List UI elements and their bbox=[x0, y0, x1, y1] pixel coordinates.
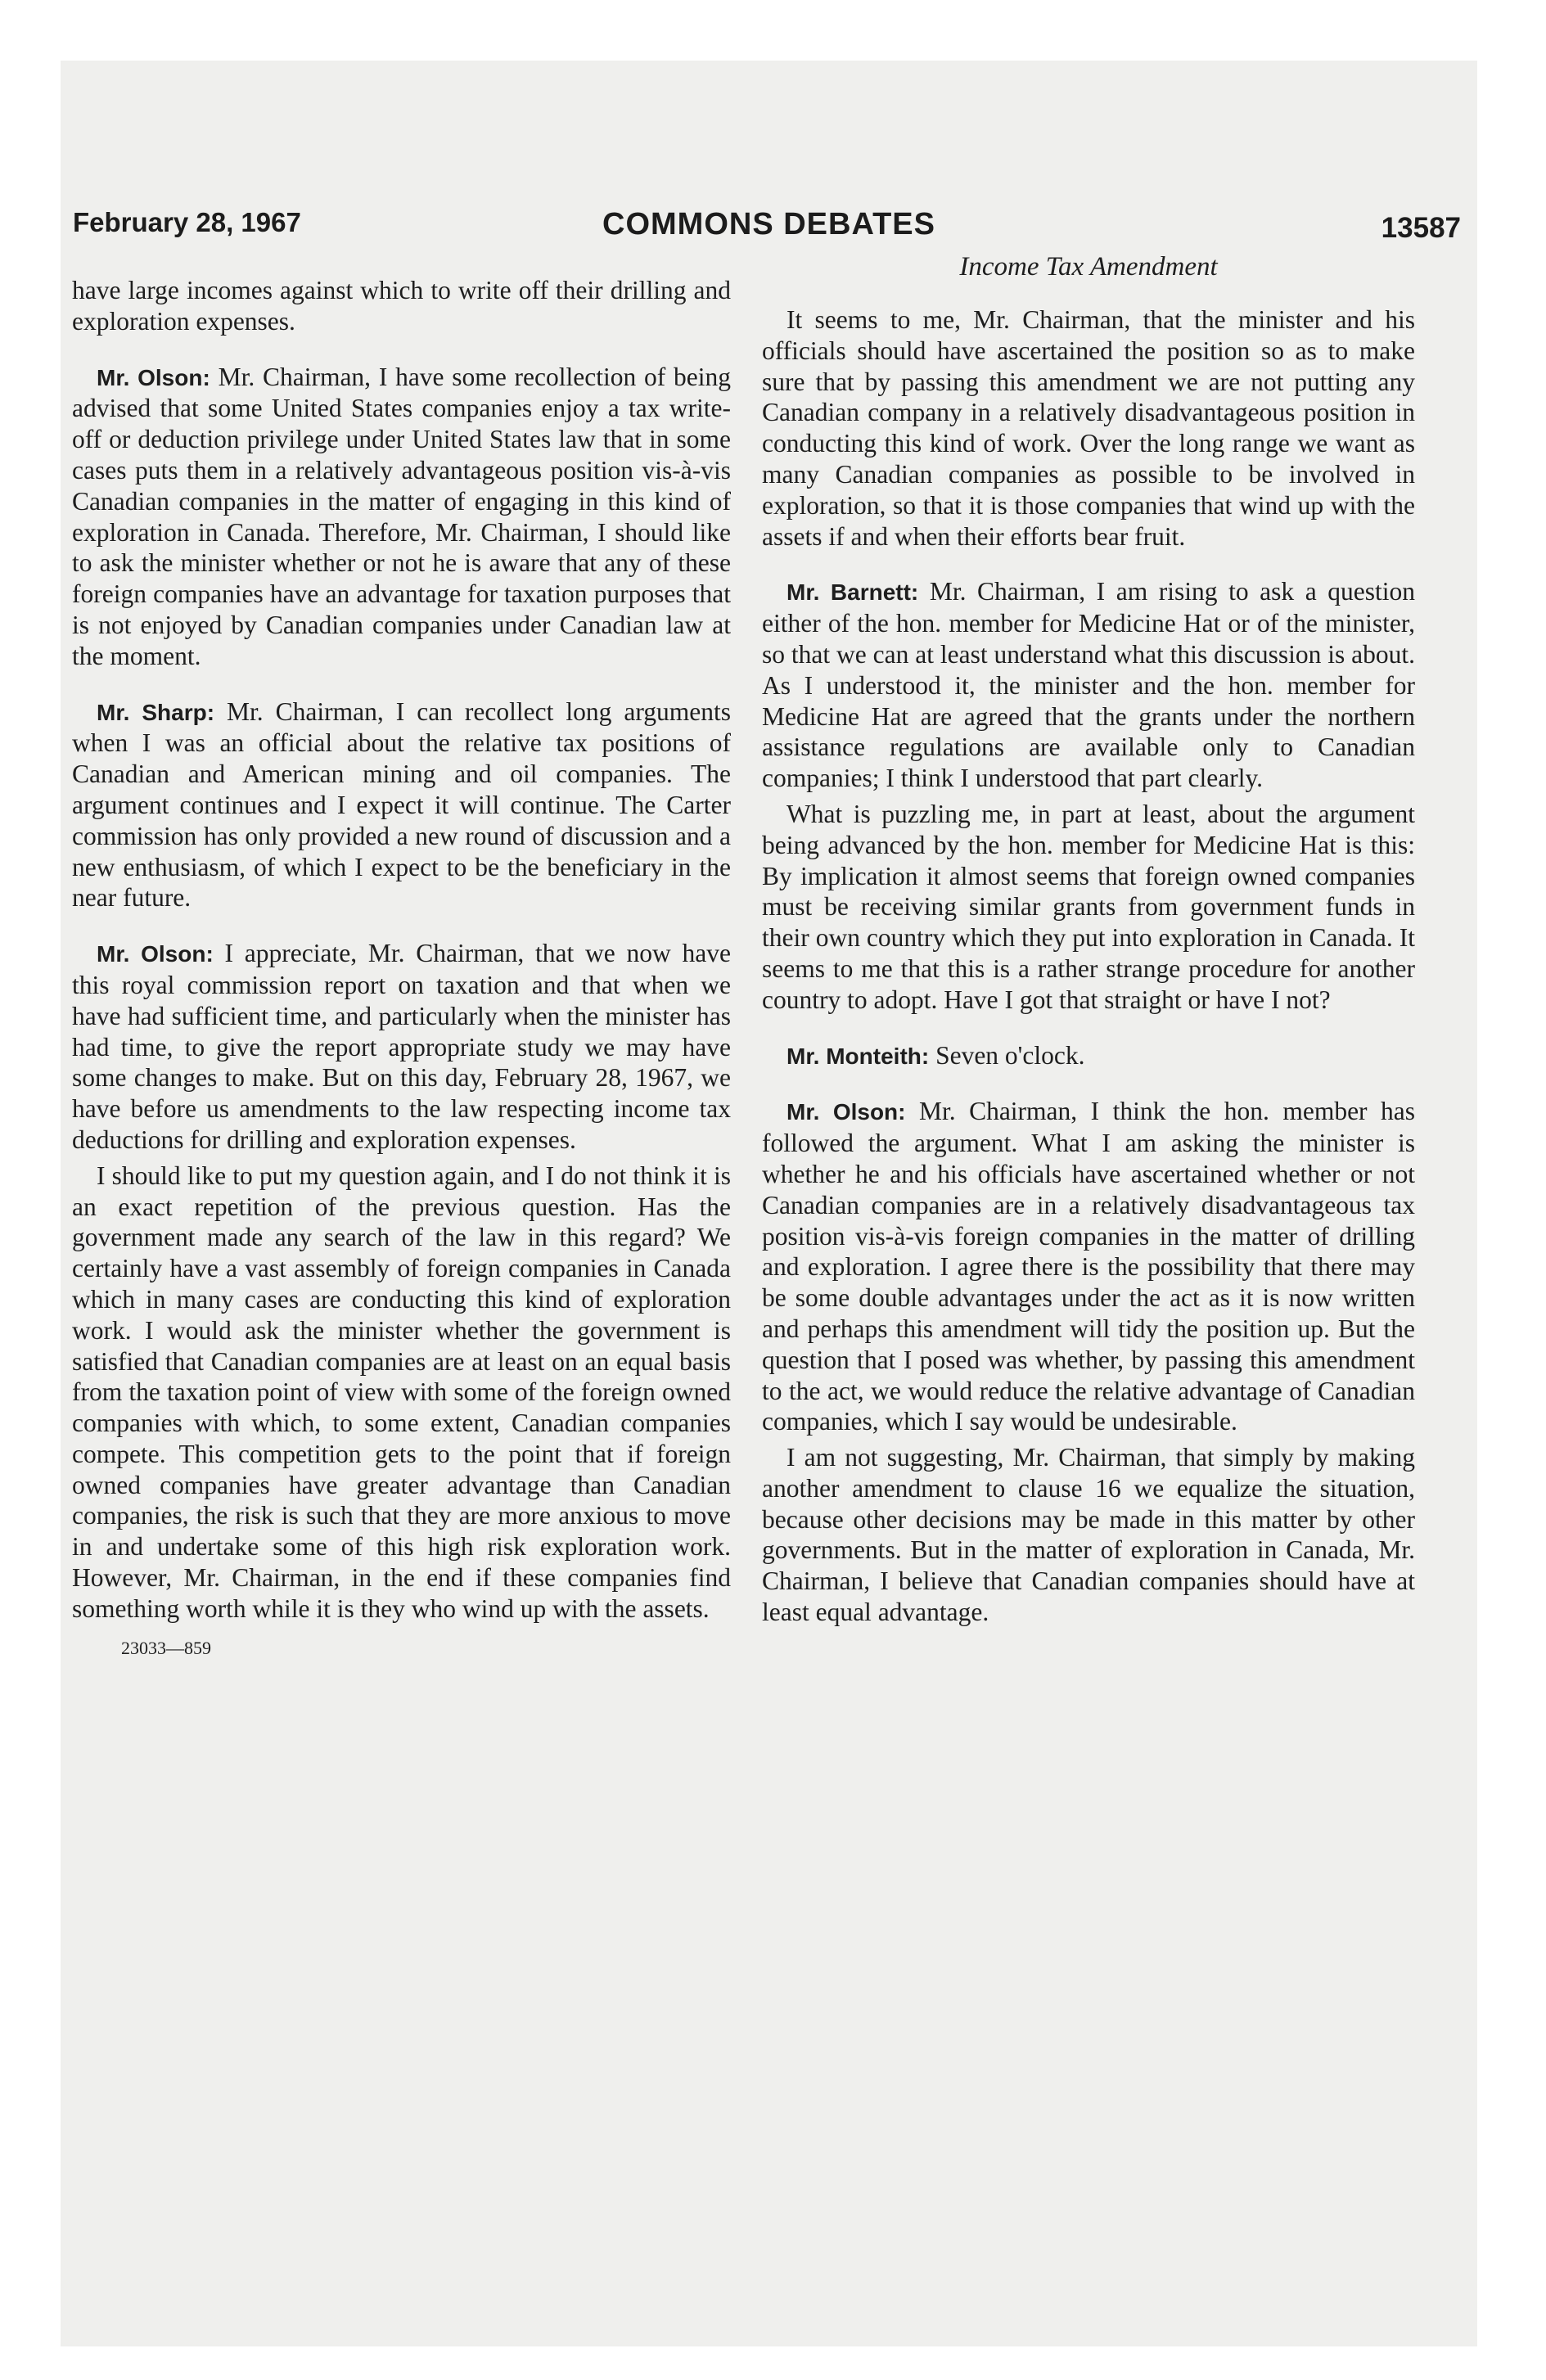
speaker-name: Mr. Barnett: bbox=[787, 579, 919, 606]
speech-paragraph bbox=[72, 938, 731, 1156]
paragraph: I should like to put my question again, and I do not think it is an exact repetition of the previous question. Has the government made any search of the law in this regard? We certainly have a vast assembly of foreign companies in Canada which in many cases are conducting this kind of exploration work. I would ask the minister whether the government is satisfied that Canadian companies are at least on an equal basis from the taxation point of view with some of the foreign owned companies with which, to some extent, Canadian companies compete. This competition gets to the point that if foreign owned companies have greater advantage than Canadian companies, the risk is such that they are more anxious to move in and undertake some of this high risk exploration work. However, Mr. Chairman, in the end if these companies find something worth while it is they who wind up with the assets. bbox=[72, 1161, 731, 1623]
page-header bbox=[61, 207, 1477, 256]
speech-paragraph bbox=[762, 576, 1415, 794]
right-column bbox=[762, 304, 1415, 1628]
speech-text: Seven o'clock. bbox=[935, 1040, 1085, 1070]
page-number: 13587 bbox=[1381, 212, 1461, 244]
header-title: COMMONS DEBATES bbox=[602, 207, 935, 241]
header-date: February 28, 1967 bbox=[73, 207, 301, 237]
paragraph: have large incomes against which to write off their drilling and exploration expenses. bbox=[72, 276, 731, 336]
print-code: 23033—859 bbox=[121, 1637, 211, 1658]
paragraph: I am not suggesting, Mr. Chairman, that simply by making another amendment to clause 16 we equalize the situation, because other decisions may be made in this matter by other governments. But in the matter of exploration in Canada, Mr. Chairman, I believe that Canadian companies should have at least equal advantage. bbox=[762, 1443, 1415, 1627]
speech-paragraph bbox=[72, 696, 731, 914]
speech-paragraph bbox=[72, 362, 731, 672]
speech-text: Mr. Chairman, I am rising to ask a question either of the hon. member for Medicine Hat or of the minister, so that we can at least understand what this discussion is about. As I understood it, the minister and the hon. member for Medicine Hat are agreed that the grants under the northern assistance regulations are available only to Canadian companies; I think I understood that part clearly. bbox=[762, 577, 1415, 793]
speaker-name: Mr. Monteith: bbox=[787, 1043, 930, 1069]
speaker-name: Mr. Olson: bbox=[97, 364, 210, 390]
speaker-name: Mr. Olson: bbox=[97, 941, 214, 967]
section-title: Income Tax Amendment bbox=[959, 252, 1218, 282]
speech-paragraph bbox=[762, 1040, 1415, 1072]
left-column bbox=[72, 275, 731, 1681]
speaker-name: Mr. Olson: bbox=[787, 1099, 906, 1125]
speech-paragraph bbox=[762, 1096, 1415, 1437]
speech-text: I appreciate, Mr. Chairman, that we now have this royal commission report on taxation and that when we have had sufficient time, and particularly when the minister has had time, to give the report appropriate study we may have some changes to make. But on this day, February 28, 1967, we have before us amendments to the law respecting income tax deductions for drilling and exploration expenses. bbox=[72, 939, 731, 1154]
speech-text: Mr. Chairman, I can recollect long arguments when I was an official about the relative tax positions of Canadian and American mining and oil companies. The argument continues and I expect it will continue. The Carter commission has only provided a new round of discussion and a new enthusiasm, of which I expect to be the beneficiary in the near future. bbox=[72, 696, 731, 913]
document-page bbox=[61, 61, 1477, 2346]
speaker-name: Mr. Sharp: bbox=[97, 699, 215, 725]
speech-text: Mr. Chairman, I have some recollection of being advised that some United States companies enjoy a tax write-off or deduction privilege under United States law that in some cases puts them in a relatively advantageous position vis-à-vis Canadian companies in the matter of engaging in this kind of exploration in Canada. Therefore, Mr. Chairman, I should like to ask the minister whether or not he is aware that any of these foreign companies have an advantage for taxation purposes that is not enjoyed by Canadian companies under Canadian law at the moment. bbox=[72, 362, 731, 670]
paragraph: It seems to me, Mr. Chairman, that the minister and his officials should have ascertained the position so as to make sure that by passing this amendment we are not putting any Canadian company in a relatively disadvantageous position in conducting this kind of work. Over the long range we want as many Canadian companies as possible to be involved in exploration, so that it is those companies that wind up with the assets if and when their efforts bear fruit. bbox=[762, 305, 1415, 551]
speech-text: Mr. Chairman, I think the hon. member has followed the argument. What I am asking the minister is whether he and his officials have ascertained whether or not Canadian companies are in a relatively disadvantageous tax position vis-à-vis foreign companies in the matter of drilling and exploration. I agree there is the possibility that there may be some double advantages under the act as it is now written and perhaps this amendment will tidy the position up. But the question that I posed was whether, by passing this amendment to the act, we would reduce the relative advantage of Canadian companies, which I say would be undesirable. bbox=[762, 1097, 1415, 1436]
paragraph: What is puzzling me, in part at least, about the argument being advanced by the hon. member for Medicine Hat is this: By implication it almost seems that foreign owned companies must be receiving similar grants from government funds in their own country which they put into exploration in Canada. It seems to me that this is a rather strange procedure for another country to adopt. Have I got that straight or have I not? bbox=[762, 799, 1415, 1014]
